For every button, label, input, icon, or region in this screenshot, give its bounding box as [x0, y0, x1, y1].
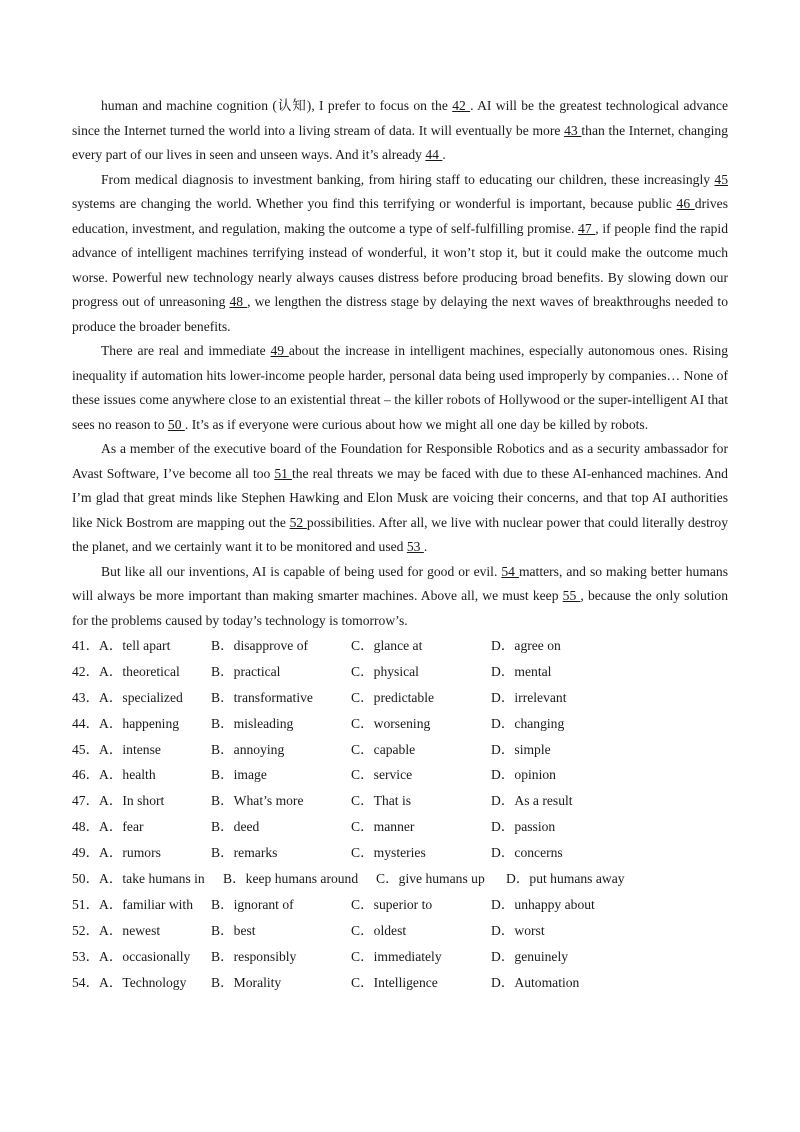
option-a: A．theoretical: [99, 663, 180, 679]
option-c: C．manner: [351, 819, 415, 835]
passage-text: . AI will be the greatest technological advance since the Internet turned the world into a living stream of data. It will eventually be more: [72, 98, 728, 138]
passage-text: about the increase in intelligent machines, especially autonomous ones. Rising inequality if automation hits lower-income people harder, personal data being used improperly by companies… None of these issues come anywhere close to an existential threat – the killer robots of Hollywood or the super-intelligent AI that sees no reason to: [72, 343, 729, 432]
passage-text: From medical diagnosis to investment banking, from hiring staff to educating our children, these increasingly: [101, 171, 715, 187]
option-c: C．capable: [351, 741, 416, 757]
passage-text: the real threats we may be faced with due to these AI-enhanced machines. And I’m glad that great minds like Stephen Hawking and Elon Musk are voicing their concerns, and that top AI authorities like Nick Bostrom are mapping out the: [72, 465, 728, 530]
question-row: [72, 737, 728, 763]
option-a: A．In short: [99, 793, 165, 809]
option-b: B．ignorant of: [211, 896, 294, 912]
question-row: [72, 970, 728, 996]
passage-text: .: [423, 539, 428, 554]
question-number: 48．: [72, 819, 100, 835]
option-d: D．unhappy about: [491, 896, 595, 912]
option-a: A．happening: [99, 715, 180, 731]
passage-paragraph: [72, 437, 728, 560]
option-a: A．newest: [99, 922, 161, 938]
passage-text: There are real and immediate: [101, 343, 271, 358]
question-row: [72, 762, 728, 788]
option-c: C．Intelligence: [351, 974, 438, 990]
blank-number: 51: [274, 465, 292, 481]
question-number: 41．: [72, 638, 100, 653]
question-row: [72, 814, 728, 840]
blank-number: 55: [562, 588, 581, 603]
option-d: D．genuinely: [491, 948, 569, 964]
option-c: C．immediately: [351, 948, 442, 964]
option-c: C．superior to: [351, 896, 433, 912]
question-number: 52．: [72, 922, 100, 938]
passage-text: possibilities. After all, we live with nuclear power that could literally destroy the planet, and we certainly want it to be monitored and used: [72, 514, 729, 554]
question-number: 43．: [72, 689, 100, 705]
passage-text: . It’s as if everyone were curious about how we might all one day be killed by robots.: [184, 416, 649, 432]
option-b: B．best: [211, 922, 256, 938]
passage-text: , if people find the rapid advance of intelligent machines terrifying instead of wonderful, it won’t stop it, but it could make the outcome much worse. Powerful new technology nearly always causes distress before producing broad benefits. By slowing down our progress out of unreasoning: [72, 220, 728, 309]
option-b: B．remarks: [211, 845, 278, 861]
passage-text: than the Internet, changing every part of our lives in seen and unseen ways. And it’s already: [72, 122, 728, 162]
question-row: [72, 633, 728, 659]
question-row: [72, 918, 728, 944]
question-row: [72, 788, 728, 814]
option-d: D．opinion: [491, 767, 556, 783]
question-number: 53．: [72, 948, 100, 964]
blank-number: 47: [578, 220, 596, 236]
blank-number: 43: [564, 122, 582, 138]
blank-number: 42: [452, 98, 471, 113]
passage-text: , we lengthen the distress stage by delaying the next waves of breakthroughs needed to produce the broader benefits.: [72, 294, 728, 334]
blank-number: 54: [501, 563, 519, 579]
option-d: D．concerns: [491, 845, 563, 861]
question-number: 44．: [72, 715, 100, 731]
option-c: C．service: [351, 767, 413, 783]
option-c: C．That is: [351, 793, 412, 809]
option-a: A．specialized: [99, 689, 183, 705]
option-d: D．As a result: [491, 793, 573, 809]
question-row: [72, 840, 728, 866]
option-d: D．irrelevant: [491, 689, 567, 705]
question-number: 46．: [72, 767, 100, 783]
option-c: C．mysteries: [351, 845, 426, 861]
passage-text: But like all our inventions, AI is capable of being used for good or evil.: [101, 563, 502, 579]
passage-paragraph: [72, 94, 728, 168]
question-number: 50．: [72, 871, 100, 887]
passage-text: systems are changing the world. Whether you find this terrifying or wonderful is important, because public: [72, 196, 677, 211]
blank-number: 48: [229, 294, 248, 309]
question-number: 51．: [72, 896, 100, 912]
option-c: C．worsening: [351, 715, 431, 731]
question-number: 42．: [72, 663, 100, 679]
option-c: C．give humans up: [376, 871, 485, 887]
option-c: C．physical: [351, 663, 419, 679]
blank-number: 44: [425, 147, 443, 162]
blank-number: 50: [167, 416, 185, 432]
question-row: [72, 685, 728, 711]
passage-paragraph: [72, 168, 728, 340]
option-a: A．familiar with: [99, 896, 194, 912]
passage-text: matters, and so making better humans will always be more important than making smarter machines. Above all, we must keep: [72, 563, 729, 603]
option-a: A．intense: [99, 741, 161, 757]
passage-text: human and machine cognition (认知), I prefer to focus on the: [101, 98, 453, 113]
option-a: A．fear: [99, 819, 144, 835]
option-a: A．health: [99, 767, 156, 783]
passage-text: As a member of the executive board of the Foundation for Responsible Robotics and as a security ambassador for Avast Software, I’ve become all too: [72, 441, 728, 481]
passage-text: drives education, investment, and regulation, making the outcome a type of self-fulfilling promise.: [72, 196, 729, 236]
question-number: 47．: [72, 793, 100, 809]
question-row: [72, 659, 728, 685]
option-d: D．passion: [491, 819, 556, 835]
passage-paragraph: [72, 339, 728, 437]
option-a: A．rumors: [99, 845, 161, 861]
blank-number: 46: [676, 196, 695, 211]
passage-text: .: [442, 147, 446, 162]
option-b: B．Morality: [211, 974, 282, 990]
option-b: B．responsibly: [211, 948, 297, 964]
question-row: [72, 944, 728, 970]
option-d: D．Automation: [491, 974, 580, 990]
option-b: B．annoying: [211, 741, 285, 757]
option-d: D．put humans away: [506, 871, 625, 887]
option-b: B．practical: [211, 663, 281, 679]
blank-number: 49: [270, 343, 289, 358]
blank-number: 45: [714, 171, 728, 187]
blank-number: 53: [406, 539, 424, 554]
option-b: B．disapprove of: [211, 638, 309, 653]
option-b: B．keep humans around: [223, 871, 359, 887]
option-a: A．take humans in: [99, 871, 205, 887]
option-d: D．simple: [491, 741, 551, 757]
option-d: D．worst: [491, 922, 545, 938]
option-d: D．agree on: [491, 638, 561, 653]
option-c: C．glance at: [351, 638, 423, 653]
option-c: C．predictable: [351, 689, 435, 705]
option-a: A．occasionally: [99, 948, 191, 964]
question-number: 45．: [72, 741, 100, 757]
option-b: B．deed: [211, 819, 260, 835]
passage-text: , because the only solution for the problems caused by today’s technology is tomorrow’s.: [72, 588, 728, 628]
answer-options: [72, 633, 728, 995]
option-d: D．mental: [491, 663, 552, 679]
option-a: A．Technology: [99, 974, 187, 990]
option-c: C．oldest: [351, 922, 407, 938]
option-b: B．misleading: [211, 715, 294, 731]
question-row: [72, 892, 728, 918]
passage-paragraph: [72, 560, 728, 634]
question-number: 54．: [72, 974, 100, 990]
cloze-passage: [72, 94, 728, 633]
question-row: [72, 866, 728, 892]
option-b: B．image: [211, 767, 267, 783]
blank-number: 52: [289, 514, 307, 530]
option-b: B．transformative: [211, 689, 313, 705]
question-row: [72, 711, 728, 737]
document-page: [72, 94, 728, 995]
option-d: D．changing: [491, 715, 565, 731]
question-number: 49．: [72, 845, 100, 861]
option-b: B．What’s more: [211, 793, 304, 809]
option-a: A．tell apart: [99, 638, 171, 653]
